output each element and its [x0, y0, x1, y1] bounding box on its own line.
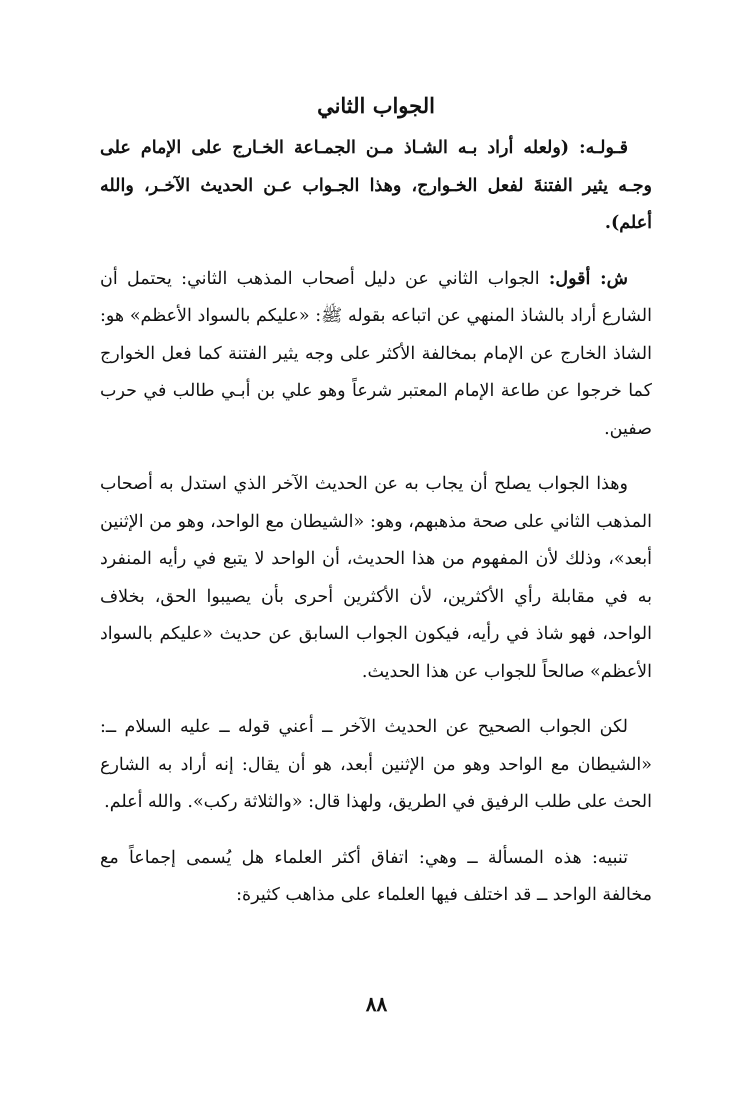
- paragraph-text: قـولـه: (ولعله أراد بـه الشـاذ مـن الجمـاعة الخـارج على الإمام على وجـه يثير الفتنةَ لفعل الخـوارج، وهذا الجـواب عـن الحديث الآخـر، والله أعلم).: [100, 138, 652, 233]
- commentary-paragraph: [100, 261, 652, 449]
- commentary-paragraph: [100, 709, 652, 822]
- paragraph-gap: [100, 691, 652, 709]
- section-heading: الجواب الثاني: [317, 93, 435, 118]
- paragraph-gap: [100, 448, 652, 466]
- paragraph-text: تنبيه: هذه المسألة ــ وهي: اتفاق أكثر العلماء هل يُسمى إجماعاً مع مخالفة الواحد ــ قد اختلف فيها العلماء على مذاهب كثيرة:: [100, 847, 652, 905]
- paragraph-text: الجواب الثاني عن دليل أصحاب المذهب الثاني: يحتمل أن الشارع أراد بالشاذ المنهي عن اتباعه بقوله ﷺ: «عليكم بالسواد الأعظم» هو: الشاذ الخارج عن الإمام بمخالفة الأكثر على وجه يثير الفتنة كما فعل الخوارج كما خرجوا عن طاعة الإمام المعتبر شرعاً وهو علي بن أبـي طالب في حرب صفين.: [100, 268, 652, 439]
- paragraph-text: وهذا الجواب يصلح أن يجاب به عن الحديث الآخر الذي استدل به أصحاب المذهب الثاني على صحة مذهبهم، وهو: «الشيطان مع الواحد، وهو من الإثنين أبعد»، وذلك لأن المفهوم من هذا الحديث، أن الواحد لا يتبع في رأيه المنفرد به في مقابلة رأي الأكثرين، لأن الأكثرين أحرى بأن يصيبوا الحق، بخلاف الواحد، فهو شاذ في رأيه، فيكون الجواب السابق عن حديث «عليكم بالسواد الأعظم» صالحاً للجواب عن هذا الحديث.: [100, 474, 652, 682]
- page-number: ٨٨: [365, 992, 388, 1016]
- quoted-text-paragraph: [100, 130, 652, 243]
- note-paragraph: [100, 840, 652, 915]
- commentary-paragraph: [100, 466, 652, 691]
- paragraph-text: لكن الجواب الصحيح عن الحديث الآخر ــ أعني قوله ــ عليه السلام ــ: «الشيطان مع الواحد وهو من الإثنين أبعد، هو أن يقال: إنه أراد به الشارع الحث على طلب الرفيق في الطريق، ولهذا قال: «والثلاثة ركب». والله أعلم.: [100, 717, 652, 812]
- paragraph-gap: [100, 243, 652, 261]
- page-body: [100, 86, 652, 915]
- paragraph-lead: ش: أقول:: [548, 268, 629, 289]
- paragraph-gap: [100, 822, 652, 840]
